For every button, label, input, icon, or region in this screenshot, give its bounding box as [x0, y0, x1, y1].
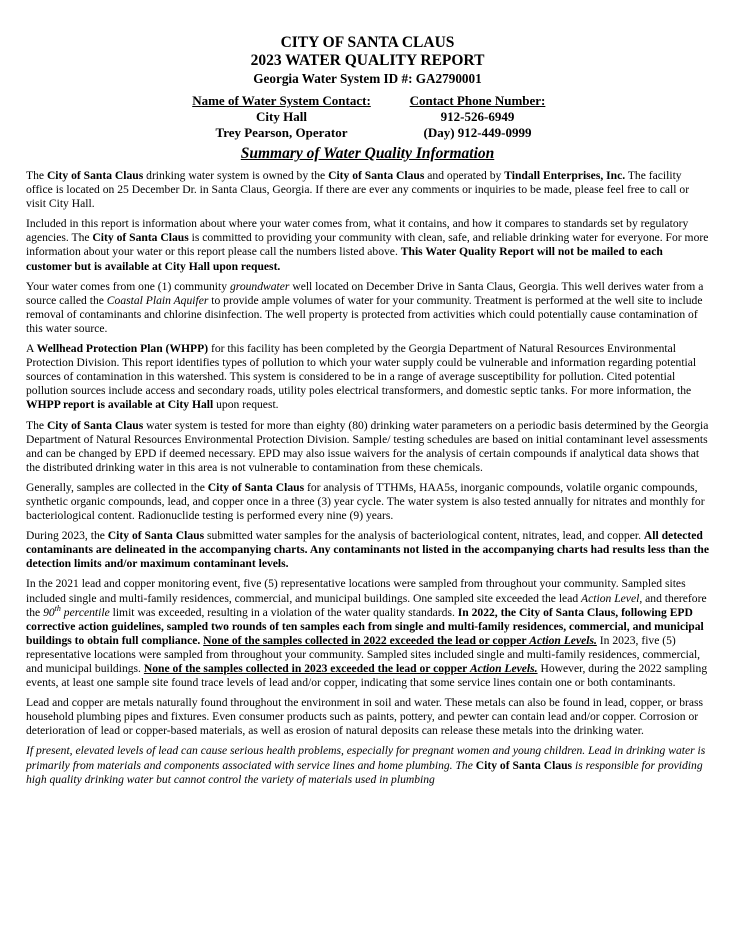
- text-run: to provide ample volumes of water for your community. Treatment is performed at the well site to include removal of contaminants and chlorine disinfection. The well property is protected from activities which could potentially cause contamination of this water source.: [26, 293, 703, 335]
- text-run: In 2023, five (5) representative locations were sampled from throughout your community. Sampled sites included single and multi-family residences, commercial, and municipal buildings.: [26, 633, 701, 675]
- text-run: City of Santa Claus: [328, 169, 425, 182]
- paragraph-sampling: [26, 481, 709, 523]
- text-run: In 2022, the City of Santa Claus, following EPD corrective action guidelines, sampled two rounds of ten samples each from single and multi-family residences, commercial, and municipal buildings to obtain full compliance.: [26, 605, 704, 647]
- text-run: is responsible for providing high quality drinking water but cannot control the variety of materials used in plumbing: [26, 758, 703, 786]
- text-run: and operated by: [424, 169, 505, 182]
- text-run: Your water comes from one (1) community: [26, 279, 230, 293]
- text-run: The: [26, 169, 47, 182]
- text-run: Action Level: [581, 591, 640, 605]
- text-run: This Water Quality Report will not be mailed to each customer but is available at City Hall upon request.: [26, 245, 663, 273]
- text-run: City of Santa Claus: [46, 169, 144, 182]
- text-run: If present, elevated levels of lead can cause serious health problems, especially for pregnant women and young children. Lead in drinking water is primarily from materials and components associated with service lines and home plumbing. The: [26, 744, 706, 772]
- text-run: City of Santa Claus: [107, 529, 205, 543]
- text-run: City of Santa Claus: [92, 231, 189, 245]
- system-id: Georgia Water System ID #: GA2790001: [253, 71, 482, 86]
- text-run: water system is tested for more than eighty (80) drinking water parameters on a periodic basis determined by the Georgia Department of Natural Resources Environmental Protection Division. Sample/ testing schedules are based on initial contaminant level assessments and can be changed by EPD if deemed necessary. EPD may also issue waivers for the analysis of certain compounds if analytical data shows that the distributed drinking water in this area is not vulnerable to contamination from these chemicals.: [26, 418, 709, 474]
- report-body: [26, 34, 709, 793]
- text-run: Coastal Plain Aquifer: [106, 293, 209, 307]
- paragraph-2023-samples: [26, 529, 709, 571]
- text-run: drinking water system is owned by the: [143, 169, 329, 182]
- text-run: None of the samples collected in 2023 exceeded the lead or copper: [143, 662, 470, 675]
- paragraph-testing: [26, 419, 709, 475]
- text-run: However, during the 2022 sampling events, at least one sample site found trace levels of lead and/or copper, indicating that some service lines contain one or both contaminants.: [26, 662, 708, 690]
- text-run: None of the samples collected in 2022 exceeded the lead or copper: [203, 633, 530, 647]
- paragraph-lead-copper-monitoring: [26, 577, 709, 690]
- contact-phone-2: (Day) 912-449-0999: [423, 125, 532, 140]
- paragraph-ownership: [26, 169, 709, 211]
- contact-table: [26, 93, 709, 141]
- superscript: th: [54, 603, 61, 613]
- contact-name-2: Trey Pearson, Operator: [215, 125, 348, 140]
- summary-heading: Summary of Water Quality Information: [240, 145, 495, 162]
- text-run: Included in this report is information about where your water comes from, what it contains, and how it compares to standards set by regulatory agencies. The: [26, 217, 689, 245]
- text-run: All detected contaminants are delineated in the accompanying charts. Any contaminants not listed in the accompanying charts had results less than the detection limits and/or maximum contaminant levels.: [26, 529, 709, 571]
- paragraph-report-info: [26, 217, 709, 273]
- text-run: Action Levels.: [469, 662, 538, 675]
- text-run: percentile: [60, 605, 110, 619]
- text-run: [43, 603, 110, 619]
- text-run: City of Santa Claus: [207, 480, 305, 494]
- report-subtitle: 2023 WATER QUALITY REPORT: [250, 52, 485, 69]
- text-run: City of Santa Claus: [475, 758, 573, 772]
- text-run: Generally, samples are collected in the: [26, 480, 208, 494]
- contact-name-1: City Hall: [256, 109, 307, 124]
- paragraph-water-source: [26, 280, 709, 336]
- text-run: During 2023, the: [26, 529, 108, 543]
- text-run: In the 2021 lead and copper monitoring event, five (5) representative locations were sampled from throughout your community. Sampled sites included single and multi-family residences, commercial, and municipal buildings. One sampled site exceeded the lead: [26, 577, 686, 605]
- paragraph-whpp: [26, 342, 709, 412]
- paragraph-lead-copper-sources: [26, 696, 709, 738]
- contact-name-header: Name of Water System Contact:: [192, 93, 371, 108]
- contact-phone-header: Contact Phone Number:: [409, 93, 546, 108]
- text-run: 90: [43, 605, 55, 619]
- text-run: well located on December Drive in Santa Claus, Georgia. This well derives water from a source called the: [26, 279, 704, 307]
- text-run: for this facility has been completed by the Georgia Department of Natural Resources Environmental Protection Division. This report identifies types of pollution to which your water supply could be vulnerable and information regarding potential sources of contamination in this watershed. This system is considered to be in a range of average susceptibility for pollution. Cited potential pollution sources include access and secondary roads, utility poles electrical transformers, and domestic septic tanks. For more information, the: [26, 342, 697, 398]
- contact-phone-1: 912-526-6949: [440, 109, 515, 124]
- text-run: Tindall Enterprises, Inc.: [504, 169, 626, 182]
- text-run: City of Santa Claus: [46, 418, 144, 432]
- text-run: Wellhead Protection Plan (WHPP): [36, 342, 209, 356]
- text-run: The: [26, 418, 47, 432]
- paragraph-health-warning: [26, 744, 709, 786]
- text-run: Lead and copper are metals naturally found throughout the environment in soil and water. These metals can also be found in lead, copper, or brass household plumbing pipes and fixtures. Even consumer products such as paints, pottery, and pewter can contain lead and/or copper. Corrosion or deterioration of lead or copper-based materials, as well as erosion of natural deposits can release these metals into the drinking water.: [26, 696, 704, 738]
- text-run: limit was exceeded, resulting in a violation of the water quality standards.: [109, 605, 458, 619]
- text-run: WHPP report is available at City Hall: [26, 398, 214, 412]
- report-title: CITY OF SANTA CLAUS: [280, 34, 455, 51]
- text-run: The facility office is located on 25 December Dr. in Santa Claus, Georgia. If there are ever any comments or inquiries to be made, please feel free to call or visit City Hall.: [26, 169, 690, 211]
- text-run: groundwater: [229, 279, 290, 293]
- text-run: is committed to providing your community with clean, safe, and reliable drinking water for everyone. For more information about your water or this report please call the numbers listed above.: [26, 231, 709, 259]
- text-run: A: [26, 342, 37, 356]
- text-run: upon request.: [213, 398, 279, 412]
- text-run: Action Levels.: [529, 633, 597, 647]
- text-run: submitted water samples for the analysis of bacteriological content, nitrates, lead, and copper.: [204, 529, 644, 543]
- text-run: , and therefore the: [26, 591, 707, 619]
- text-run: for analysis of TTHMs, HAA5s, inorganic compounds, volatile organic compounds, synthetic organic compounds, lead, and copper once in a three (3) year cycle. The water system is also tested annually for nitrates and monthly for bacteriological content. Radionuclide testing is performed every nine (9) years.: [26, 480, 705, 523]
